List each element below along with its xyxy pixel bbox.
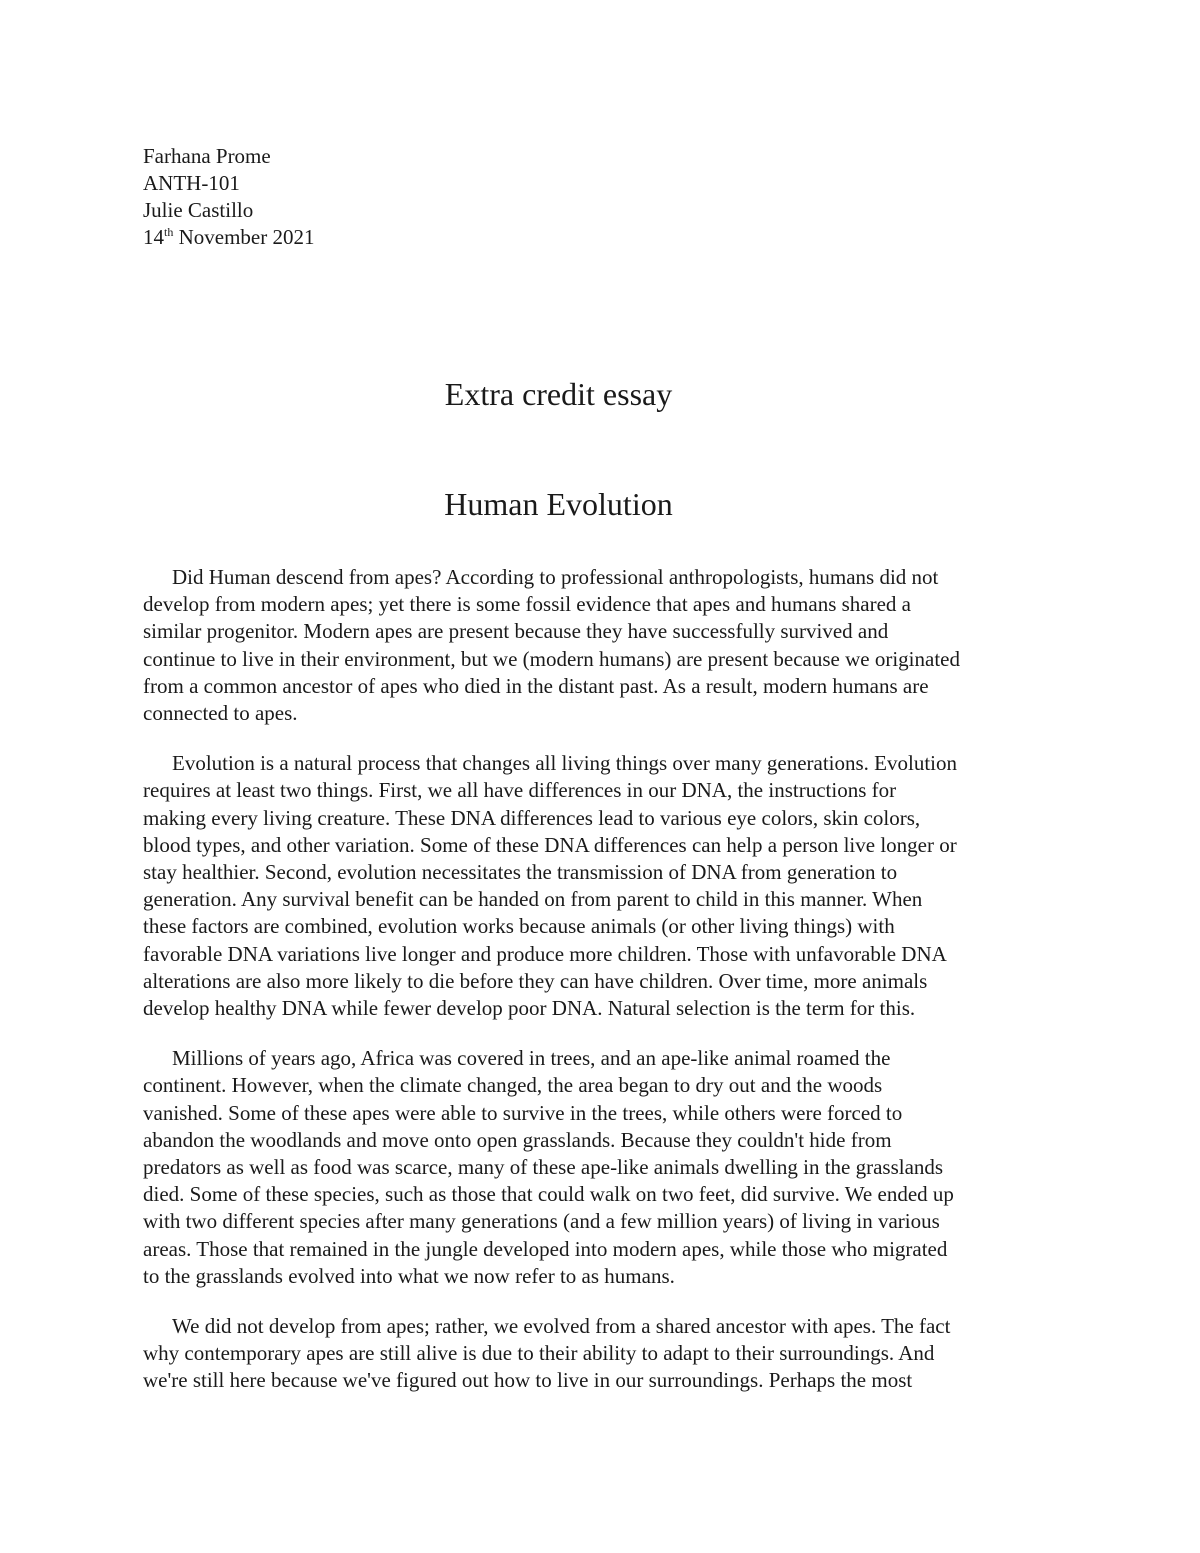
paragraph-line: Did Human descend from apes? According to professional anthropologists, humans did not xyxy=(172,565,939,589)
paragraph-line: develop from modern apes; yet there is some fossil evidence that apes and humans shared a xyxy=(143,592,912,617)
paragraph-line: connected to apes. xyxy=(143,701,298,726)
paragraph-line: making every living creature. These DNA differences lead to various eye colors, skin colors, xyxy=(143,805,921,830)
essay-paragraph xyxy=(143,1045,1073,1290)
paragraph-line: stay healthier. Second, evolution necessitates the transmission of DNA from generation to xyxy=(143,860,898,885)
paragraph-line: Millions of years ago, Africa was covered in trees, and an ape-like animal roamed the xyxy=(172,1046,891,1071)
paragraph-line: alterations are also more likely to die before they can have children. Over time, more animals xyxy=(143,968,928,993)
essay-title: Extra credit essay xyxy=(444,376,673,412)
essay-paragraph xyxy=(143,564,1073,727)
essay-subtitle: Human Evolution xyxy=(444,486,673,522)
date-month-year: November 2021 xyxy=(173,225,315,249)
paragraph-line: favorable DNA variations live longer and produce more children. Those with unfavorable DNA xyxy=(143,941,947,966)
paragraph-line: areas. Those that remained in the jungle developed into modern apes, while those who migrated xyxy=(143,1236,948,1261)
course-code: ANTH-101 xyxy=(143,171,240,195)
essay-paragraph xyxy=(143,1313,1073,1395)
paragraph-line: We did not develop from apes; rather, we evolved from a shared ancestor with apes. The fact xyxy=(172,1314,951,1339)
paragraph-line: continent. However, when the climate changed, the area began to dry out and the woods xyxy=(143,1073,883,1098)
essay-header xyxy=(143,143,314,251)
paragraph-line: abandon the woodlands and move onto open grasslands. Because they couldn't hide from xyxy=(143,1127,892,1152)
paragraph-line: develop healthy DNA while fewer develop poor DNA. Natural selection is the term for this. xyxy=(143,996,916,1021)
essay-body xyxy=(143,564,1073,1418)
paragraph-line: Evolution is a natural process that changes all living things over many generations. Evolution xyxy=(172,751,957,776)
paragraph-line: blood types, and other variation. Some of these DNA differences can help a person live longer or xyxy=(143,832,957,857)
date-suffix: th xyxy=(164,225,174,239)
paragraph-line: continue to live in their environment, but we (modern humans) are present because we originated xyxy=(143,646,960,671)
paragraph-line: with two different species after many generations (and a few million years) of living in various xyxy=(143,1209,940,1234)
instructor-name: Julie Castillo xyxy=(143,198,254,222)
paragraph-line: predators as well as food was scarce, many of these ape-like animals dwelling in the grasslands xyxy=(143,1155,944,1180)
paragraph-line: we're still here because we've figured out how to live in our surroundings. Perhaps the most xyxy=(143,1368,913,1393)
paragraph-line: vanished. Some of these apes were able to survive in the trees, while others were forced to xyxy=(143,1100,903,1125)
paragraph-line: from a common ancestor of apes who died in the distant past. As a result, modern humans are xyxy=(143,673,929,698)
paragraph-line: to the grasslands evolved into what we now refer to as humans. xyxy=(143,1263,675,1288)
paragraph-line: requires at least two things. First, we all have differences in our DNA, the instructions for xyxy=(143,778,897,803)
essay-paragraph xyxy=(143,750,1073,1022)
paragraph-line: generation. Any survival benefit can be handed on from parent to child in this manner. When xyxy=(143,887,923,912)
author-name: Farhana Prome xyxy=(143,144,271,168)
paragraph-line: similar progenitor. Modern apes are present because they have successfully survived and xyxy=(143,619,889,644)
essay-date xyxy=(143,224,314,251)
date-day: 14 xyxy=(143,225,164,249)
paragraph-line: why contemporary apes are still alive is due to their ability to adapt to their surroundings. And xyxy=(143,1341,935,1366)
paragraph-line: died. Some of these species, such as those that could walk on two feet, did survive. We ended up xyxy=(143,1182,954,1207)
paragraph-line: these factors are combined, evolution works because animals (or other living things) with xyxy=(143,914,895,939)
